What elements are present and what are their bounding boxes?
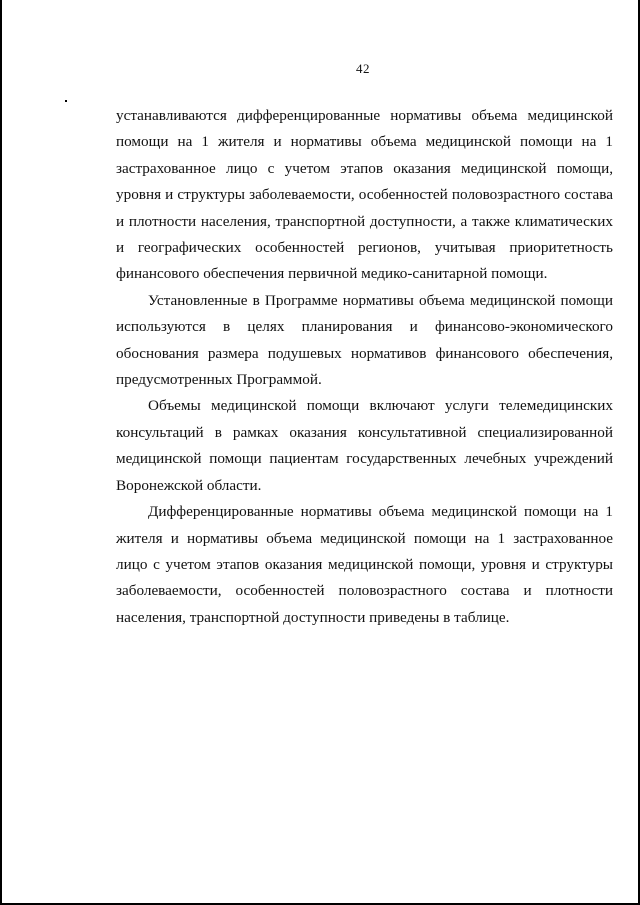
- paragraph-1: устанавливаются дифференцированные нормативы объема медицинской помощи на 1 жителя и нормативы объема медицинской помощи на 1 застрахованное лицо с учетом этапов оказания медицинской помощи, уровня и структуры заболеваемости, особенностей половозрастного состава и плотности населения, транспортной доступности, а также климатических и географических особенностей регионов, учитывая приоритетность финансового обеспечения первичной медико-санитарной помощи.: [116, 107, 613, 283]
- scan-speck: [65, 100, 67, 102]
- paragraph-2: Установленные в Программе нормативы объема медицинской помощи используются в целях планирования и финансово-экономического обоснования размера подушевых нормативов финансового обеспечения, предусмотренных Программой.: [116, 291, 613, 389]
- scan-border-left: [0, 0, 2, 905]
- document-body: [116, 103, 613, 631]
- paragraph-3: Объемы медицинской помощи включают услуги телемедицинских консультаций в рамках оказания консультативной специализированной медицинской помощи пациентам государственных лечебных учреждений Воронежской области.: [116, 397, 613, 494]
- paragraph-4: Дифференцированные нормативы объема медицинской помощи на 1 жителя и нормативы объема медицинской помощи на 1 застрахованное лицо с учетом этапов оказания медицинской помощи, уровня и структуры заболеваемости, особенностей половозрастного состава и плотности населения, транспортной доступности приведены в таблице.: [116, 503, 613, 626]
- page-number: 42: [356, 61, 370, 76]
